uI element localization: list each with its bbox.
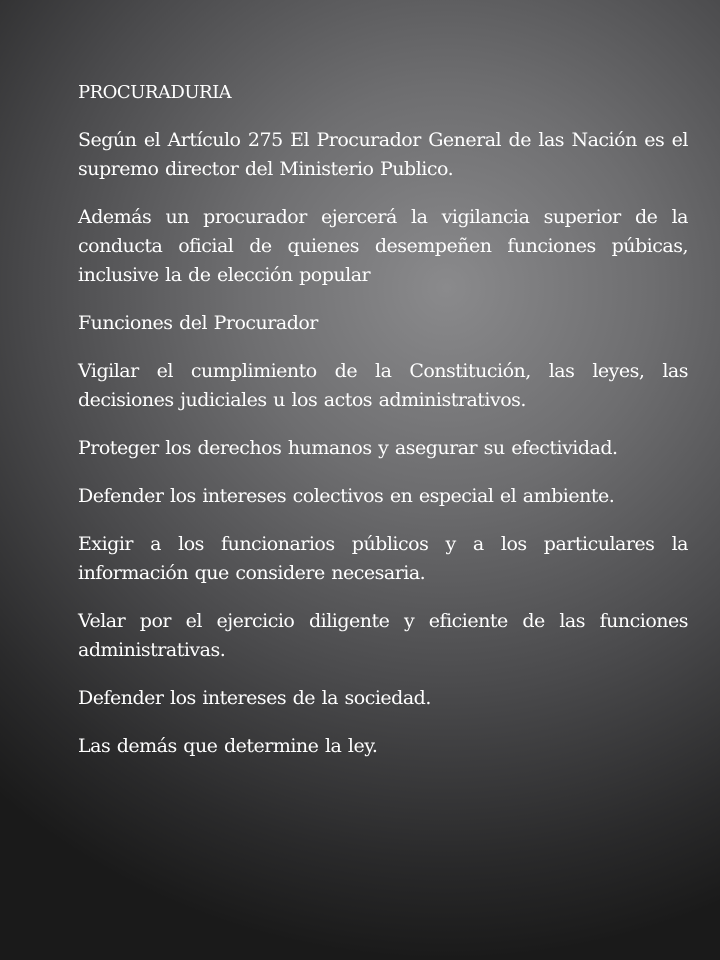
slide-title: PROCURADURIA bbox=[78, 82, 232, 103]
article-paragraph: Según el Artículo 275 El Procurador General de las Nación es el supremo director del Ministerio Publico. bbox=[78, 129, 688, 180]
function-item: Exigir a los funcionarios públicos y a los particulares la información que considere necesaria. bbox=[78, 533, 688, 584]
vigilance-paragraph: Además un procurador ejercerá la vigilancia superior de la conducta oficial de quienes desempeñen funciones púbicas, inclusive la de elección popular bbox=[78, 206, 688, 286]
functions-heading: Funciones del Procurador bbox=[78, 312, 318, 334]
function-item: Velar por el ejercicio diligente y eficiente de las funciones administrativas. bbox=[78, 610, 688, 661]
function-item: Las demás que determine la ley. bbox=[78, 735, 378, 757]
slide-text-body bbox=[78, 78, 688, 780]
function-item: Proteger los derechos humanos y asegurar su efectividad. bbox=[78, 437, 618, 459]
function-item: Vigilar el cumplimiento de la Constitución, las leyes, las decisiones judiciales u los actos administrativos. bbox=[78, 360, 688, 411]
function-item: Defender los intereses de la sociedad. bbox=[78, 687, 431, 709]
function-item: Defender los intereses colectivos en especial el ambiente. bbox=[78, 485, 615, 507]
